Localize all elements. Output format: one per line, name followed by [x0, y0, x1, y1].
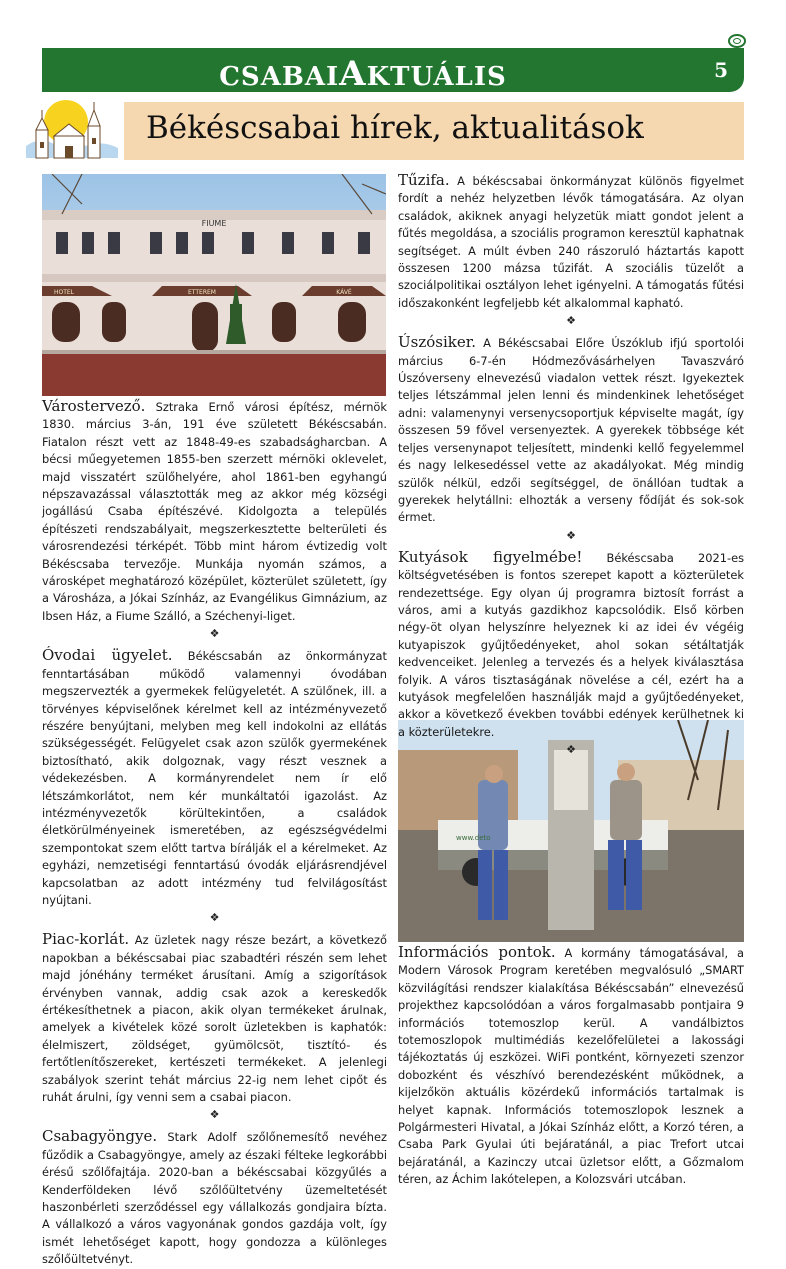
hotel-sign-mid: ETTEREM — [188, 289, 216, 296]
fiume-hotel-photo — [42, 174, 386, 396]
separator-icon: ❖ — [566, 528, 576, 542]
article-body: Békéscsaba 2021-es költségvetésében is fontos szerepet kapott a közterületek rendezettsége. Egy olyan új programra biztosít forrást a város, ami a kutyás gazdikhoz kapcsolódik. Első körben négy-öt olyan helyszínre helyeznek ki az idei év végéig kutyapiszok gyűjtőedényeket, ahol sokan sétáltatják kedvenceiket. Jelenleg a tervezés és a helyek kiválasztása folyik. A város tisztaságának növelése a cél, ezért ha a kutyások megfelelően használják majd a gyűjtőedényeket, akkor a következő években további edények kerülhetnek ki a közterületekre. — [398, 550, 745, 739]
article-head: Várostervező. — [42, 397, 146, 415]
article-uszosiker — [398, 334, 744, 526]
article-piac — [42, 931, 387, 1106]
article-varostervezo — [42, 398, 387, 625]
article-csabagyongye — [42, 1128, 387, 1268]
right-column — [398, 172, 744, 763]
swirl-ornament-icon — [728, 34, 746, 48]
separator-icon: ❖ — [209, 1108, 220, 1122]
header-bar — [42, 48, 744, 92]
separator-icon: ❖ — [566, 314, 576, 328]
article-head: Csabagyöngye. — [42, 1127, 158, 1146]
title-prefix: CSABAI — [219, 62, 340, 92]
title-suffix: KTUÁLIS — [366, 62, 507, 92]
article-kutyasok — [398, 549, 744, 741]
article-body: Sztraka Ernő városi építész, mérnök 1830. március 3-án, 191 éve született Békéscsabán. Fiatalon részt vett az 1848-49-es szabadságharcban. A bécsi műegyetemen 1855-ben szerzett mérnöki oklevelet, majd visszatért szülőhelyére, ahol 1861-ben egyhangú népszavazással választották meg az akkor még községi jogállású Csaba építészévé. Kidolgozta a település építészeti rendszabályait, megszerkesztette belterületi és városrendezési térképét. Több mint három évtizedig volt Békéscsaba tervezője. Munkája nyomán számos, a városképet meghatározó középület, közterület született, így a Városháza, a Jókai Színház, az Evangélikus Gimnázium, az Ibsen Ház, a Fiume Szálló, a Széchenyi-liget. — [42, 400, 387, 623]
article-body: Békéscsabán az önkormányzat fenntartásában működő valamennyi óvodában megszervezték a gyermekek felügyeletét. A szülőnek, ill. a törvényes képviselőnek kérelmet kell az intézményvezető részére benyújtani, melyben meg kell indokolni az ellátás szükségességét. Felügyelet csak azon szülők gyermekének biztosítható, akik dolgoznak, vagy részt vesznek a védekezésben. A kormányrendelet nem ír elő létszámkorlátot, nem kér munkáltatói igazolást. Az intézményvezetők körültekintően, a családok életkörülményeinek ismeretében, az egészségvédelmi szempontokat szem előtt tartva bírálják el a kérelmeket. Az egyházi, nemzetiségi fenntartású óvodák eljárásrendjével kapcsolatban az adott intézmény tud felvilágosítást nyújtani. — [42, 649, 387, 907]
church-logo-icon — [20, 96, 122, 166]
article-head: Információs pontok. — [398, 943, 556, 961]
right-column-bottom — [398, 944, 744, 1189]
article-body: A kormány támogatásával, a Modern Városok Program keretében megvalósuló „SMART közvilágítási rendszer kialakítása Békéscsabán” elnevezésű projekthez kapcsolódóan a város forgalmasabb pontjaira 9 információs totemoszlop kerül. A vandálbiztos totemoszlopok multimédiás kezelőfelületei a lakossági tájékoztatás új eszközei. WiFi pontként, környezeti szenzor dobozként és vészhívó berendezésként működnek, a kijelzőkön aktuális közérdekű információs tartalmak is helyet kapnak. Információs totemoszlopok lesznek a Polgármesteri Hivatal, a Jókai Színház előtt, a Korzó téren, a Csaba Park Gyulai úti bejáratánál, a piac Trefort utcai bejáratánál, a Kazinczy utcai üzletsor előtt, a Gőzmalom téren, az Áchim lakótelepen, a Kolozsvári utcában. — [398, 946, 744, 1187]
article-head: Kutyások figyelmébe! — [398, 547, 583, 566]
article-body: A Békéscsabai Előre Úszóklub ifjú sportolói március 6-7-én Hódmezővásárhelyen Tavaszváró Úszóverseny elnevezésű viadalon vettek részt. Igyekeztek teljes létszámmal jelen lenni és mindenkinek lehetőséget adni: valamenynyi versenycsoportjuk képviselte magát, így összesen 59 fővel versenyeztek. A gyerekek többsége két teljes versenynapot teljesített, mindenki kellő fegyelemmel és nagy lelkesedéssel vette az akadályokat. Még mindig szülők nélkül, edzői segítséggel, de önállóan tudtak a gyerekek helytállni: elhozták a verseny fődíját és sok-sok érmet. — [398, 336, 744, 525]
page-number: 5 — [714, 58, 728, 82]
left-column — [42, 398, 387, 1269]
separator-icon: ❖ — [566, 743, 576, 757]
truck-text: www.deto — [456, 834, 491, 842]
article-body: Az üzletek nagy része bezárt, a következő napokban a békéscsabai piac szabadtéri részén sem lehet majd jónéhány terméket árusítani. Amíg a szigorítások érvényben vannak, addig csak azok a kereskedők értékesíthetnek a piacon, akik olyan termékeket árulnak, amelyek a kivételek közé sorolt üzletekben is kaphatók: élelmiszert, zöldséget, gyümölcsöt, tisztító- és fertőtlenítőszereket, kertészeti termékeket. A jelenlegi szabályok szerint tehát március 22-ig nem lehet cipőt és ruhát árulni, így venni sem a csabai piacon. — [42, 933, 387, 1105]
hotel-sign-right: KÁVÉ — [336, 289, 352, 296]
hotel-sign-text: FIUME — [201, 219, 227, 228]
article-tuzifa — [398, 172, 744, 312]
separator-icon: ❖ — [209, 911, 220, 925]
article-informacios — [398, 944, 744, 1189]
article-head: Piac-korlát. — [42, 930, 130, 949]
article-ovodai — [42, 647, 387, 909]
title-big-letter: A — [339, 54, 367, 94]
article-head: Tűzifa. — [398, 171, 450, 189]
article-head: Óvodai ügyelet. — [42, 646, 173, 665]
article-body: Stark Adolf szőlőnemesítő nevéhez fűződik a Csabagyöngye, amely az északi félteke legkorábbi érésű szőlőfajtája. 2020-ban a békéscsabai közgyűlés a Kenderföldeken lévő szőlőültetvény üzemeltetését haszonbérleti szerződéssel egy vállalkozás gondjaira bízta. A vállalkozó a város vagyonának gondos gazdája volt, így ismét lehetőséget kapott, hogy gondozza a különleges szőlőültetvényt. — [42, 1130, 387, 1267]
section-title-banner — [124, 102, 744, 160]
article-head: Úszósiker. — [398, 333, 477, 352]
section-title: Békéscsabai hírek, aktualitások — [146, 110, 644, 146]
magazine-title — [42, 54, 684, 94]
separator-icon: ❖ — [209, 627, 220, 641]
hotel-sign-left: HOTEL — [53, 289, 75, 296]
article-body: A békéscsabai önkormányzat különös figyelmet fordít a nehéz helyzetben lévők támogatására. Az olyan családok, akiknek anyagi helyzetük miatt gondot jelent a fűtés megoldása, a szociális programon keresztül kaphatnak segítséget. A múlt évben 240 rászoruló háztartás kapott összesen 1200 mázsa tűzifát. A szociális tüzelőt a szociálpolitikai osztályon lehet igényelni. A támogatás fűtési időszakonként legfeljebb két alkalommal kapható. — [398, 174, 744, 310]
